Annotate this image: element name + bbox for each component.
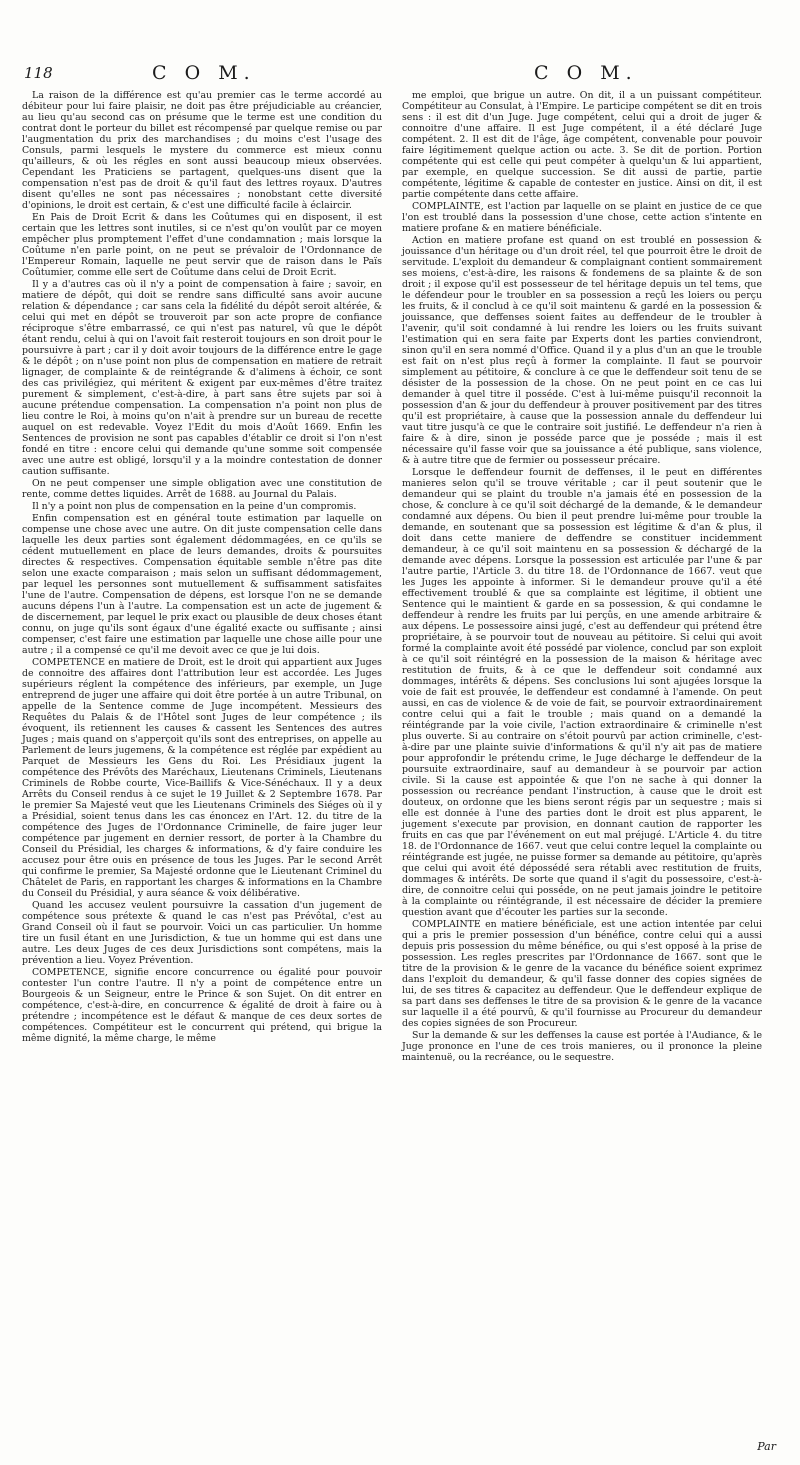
running-header (20, 58, 780, 88)
paragraph: Action en matiere profane est quand on est troublé en possession & jouissance d'un héritage ou d'un droit réel, tel que pourroit être le droit de servitude. L'exploit du demandeur & complaignant contient sommairement ses moiens, c'est-à-dire, les raisons & fondemens de sa plainte & de son droit ; il expose qu'il est possesseur de tel héritage depuis un tel tems, que le défendeur pour le troubler en sa possession a reçû les loiers ou perçu les fruits, & il conclud à ce qu'il soit maintenu & gardé en la possession & jouissance, que deffenses soient faites au deffendeur de le troubler à l'avenir, qu'il soit condamné à lui rendre les loiers ou les fruits suivant l'estimation qui en sera faite par Experts dont les parties conviendront, sinon qu'il en sera nommé d'Office. Quand il y a plus d'un an que le trouble est fait on n'est plus reçû à former la complainte. Il faut se pourvoir simplement au pétitoire, & conclure à ce que le deffendeur soit tenu de se désister de la possession de la chose. On ne peut point en ce cas lui demander à quel titre il posséde. C'est à lui-même puisqu'il reconnoit la possession d'an & jour du deffendeur à prouver positivement par des titres qu'il est propriétaire, à cause que la possession annale du deffendeur lui vaut titre jusqu'à ce que le contraire soit justifié. Le deffendeur n'a rien à faire & à dire, sinon je posséde parce que je posséde ; mais il est nécessaire qu'il fasse voir que sa jouissance a été publique, sans violence, & à autre titre que de fermier ou possesseur précaire. (402, 235, 762, 466)
paragraph: COMPLAINTE en matiere bénéficiale, est une action intentée par celui qui a pris le premier possession d'un bénéfice, contre celui qui a aussi depuis pris possession du même bénéfice, ou qui s'est opposé à la prise de possession. Les regles prescrites par l'Ordonnance de 1667. sont que le titre de la provision & le genre de la vacance du bénéfice soient exprimez dans l'exploit du demandeur, & qu'il fasse donner des copies signées de lui, de ses titres & capacitez au deffendeur. Que le deffendeur explique de sa part dans ses deffenses le titre de sa provision & le genre de la vacance sur laquelle il a été pourvû, & qu'il fournisse au Procureur du demandeur des copies signées de son Procureur. (402, 919, 762, 1029)
paragraph: Il n'y a point non plus de compensation en la peine d'un compromis. (32, 501, 357, 512)
page-number: 118 (24, 64, 53, 82)
running-title-left: C O M. (152, 62, 256, 84)
catchword: Par (757, 1440, 776, 1453)
paragraph: On ne peut compenser une simple obligation avec une constitution de rente, comme dettes liquides. Arrêt de 1688. au Journal du Palais. (22, 478, 382, 500)
paragraph: La raison de la différence est qu'au premier cas le terme accordé au débiteur pour lui faire plaisir, ne doit pas être préjudiciable au créancier, au lieu qu'au second cas on présume que le terme est une condition du contrat dont le porteur du billet est récompensé par quelque remise ou par l'augmentation du prix des marchandises ; du moins c'est l'usage des Consuls, parmi lesquels le mystere du commerce est mieux connu qu'ailleurs, & où les régles en sont aussi beaucoup mieux observées. Cependant les Praticiens se partagent, quelques-uns disent que la compensation n'est pas de droit & qu'il faut des lettres royaux. D'autres disent qu'elles ne sont pas nécessaires ; nonobstant cette diversité d'opinions, le droit est certain, & c'est une difficulté facile à éclaircir. (22, 90, 382, 211)
running-title-right: C O M. (534, 62, 638, 84)
paragraph: Enfin compensation est en général toute estimation par laquelle on compense une chose avec une autre. On dit juste compensation celle dans laquelle les deux parties sont également dédommagées, en ce qu'ils se cédent mutuellement en place de leurs demandes, droits & poursuites directes & respectives. Compensation équitable semble n'être pas dite selon une exacte comparaison ; mais selon un suffisant dédommagement, par lequel les personnes sont mutuellement & suffisamment satisfaites l'une de l'autre. Compensation de dépens, est lorsque l'on ne se demande aucuns dépens l'un à l'autre. La compensation est un acte de jugement & de discernement, par lequel le prix exact ou plausible de deux choses étant connu, on juge qu'ils sont égaux d'une égalité exacte ou suffisante ; ainsi compenser, c'est faire une estimation par laquelle une chose aille pour une autre ; il a compensé ce qu'il me devoit avec ce que je lui dois. (22, 513, 382, 656)
paragraph: Quand les accusez veulent poursuivre la cassation d'un jugement de compétence sous prétexte & quand le cas n'est pas Prévôtal, c'est au Grand Conseil où il faut se pourvoir. Voici un cas particulier. Un homme tire un fusil étant en une Jurisdiction, & tue un homme qui est dans une autre. Les deux Juges de ces deux Jurisdictions sont compétens, mais la prévention a lieu. Voyez Prévention. (22, 900, 382, 966)
paragraph: COMPETENCE, signifie encore concurrence ou égalité pour pouvoir contester l'un contre l'autre. Il n'y a point de compétence entre un Bourgeois & un Seigneur, entre le Prince & son Sujet. On dit entrer en compétence, c'est-à-dire, en concurrence & égalité de droit à faire ou à prétendre ; incompétence est le défaut & manque de ces deux sortes de compétences. Compétiteur est le concurrent qui prétend, qui brigue la même dignité, la même charge, le même (22, 967, 382, 1044)
right-column (402, 90, 762, 1064)
paragraph: Il y a d'autres cas où il n'y a point de compensation à faire ; savoir, en matiere de dépôt, qui doit se rendre sans difficulté sans avoir aucune relation & dépendance ; car sans cela la fidélité du dépôt seroit altérée, & celui qui met en dépôt se trouveroit par son acte propre de confiance réciproque s'être embarrassé, ce qui n'est pas naturel, vû que le dépôt étant rendu, celui à qui on l'avoit fait resteroit toujours en son droit pour le poursuivre à part ; car il y doit avoir toujours de la différence entre le gage & le dépôt ; on n'use point non plus de compensation en matiere de retrait lignager, de complainte & de reintégrande & d'alimens à échoir, ce sont des cas privilégiez, qui méritent & exigent par eux-mêmes d'être traitez purement & simplement, c'est-à-dire, à part sans être sujets par soi à aucune prétendue compensation. La compensation n'a point non plus de lieu contre le Roi, à moins qu'on n'ait à prendre sur un bureau de recette auquel on est redevable. Voyez l'Edit du mois d'Août 1669. Enfin les Sentences de provision ne sont pas capables d'établir ce droit si l'on n'est fondé en titre : encore celui qui demande qu'une somme soit compensée avec une autre est obligé, lorsqu'il y a la moindre contestation de donner caution suffisante. (22, 279, 382, 477)
paragraph: Lorsque le deffendeur fournit de deffenses, il le peut en différentes manieres selon qu'il se trouve véritable ; car il peut soutenir que le demandeur qui se plaint du trouble n'a jamais été en possession de la chose, & conclure à ce qu'il soit déchargé de la demande, & le demandeur condamné aux dépens. Ou bien il peut prendre lui-même pour trouble la demande, en soutenant que sa possession est légitime & d'an & plus, il doit dans cette maniere de deffendre se constituer incidemment demandeur, à ce qu'il soit maintenu en sa possession & déchargé de la demande avec dépens. Lorsque la possession est articulée par l'une & par l'autre partie, l'Article 3. du titre 18. de l'Ordonnance de 1667. veut que les Juges les appointe à informer. Si le demandeur prouve qu'il a été effectivement troublé & que sa complainte est légitime, il obtient une Sentence qui le maintient & garde en sa possession, & qui condamne le deffendeur à rendre les fruits par lui perçûs, en une amende arbitraire & aux dépens. Le possessoire ainsi jugé, c'est au deffendeur qui prétend être propriétaire, à se pourvoir tout de nouveau au pétitoire. Si celui qui avoit formé la complainte avoit été possédé par violence, conclud par son exploit à ce qu'il soit réintégré en la possession de la maison & héritage avec restitution de fruits, & à ce que le deffendeur soit condamné aux dommages, intérêts & dépens. Ses conclusions lui sont ajugées lorsque la voie de fait est prouvée, le deffendeur est condamné à l'amende. On peut aussi, en cas de violence & de voie de fait, se pourvoir extraordinairement contre celui qui a fait le trouble ; mais quand on a demandé la réintégrande par la voie civile, l'action extraordinaire & criminelle n'est plus ouverte. Si au contraire on s'étoit pourvû par action criminelle, c'est-à-dire par une plainte suivie d'informations & qu'il n'y ait pas de matiere pour approfondir le prétendu crime, le Juge décharge le deffendeur de la poursuite extraordinaire, sauf au demandeur à se pourvoir par action civile. Si la cause est appointée & que l'on ne sache à qui donner la possession ou recréance pendant l'instruction, à cause que le droit est douteux, on ordonne que les biens seront régis par un sequestre ; mais si elle est donnée à l'une des parties dont le droit est plus apparent, le jugement s'execute par provision, en donnant caution de rapporter les fruits en cas que par l'événement on eut mal préjugé. L'Article 4. du titre 18. de l'Ordonnance de 1667. veut que celui contre lequel la complainte ou réintégrande est jugée, ne puisse former sa demande au pétitoire, qu'après que celui qui avoit été dépossédé sera rétabli avec restitution de fruits, dommages & intérêts. De sorte que quand il s'agit du possessoire, c'est-à-dire, de connoitre celui qui posséde, on ne peut jamais joindre le petitoire à la complainte ou réintégrande, il est nécessaire de décider la premiere question avant que d'écouter les parties sur la seconde. (402, 467, 762, 918)
paragraph: COMPLAINTE, est l'action par laquelle on se plaint en justice de ce que l'on est troublé dans la possession d'une chose, cette action s'intente en matiere profane & en matiere bénéficiale. (402, 201, 762, 234)
paragraph: Sur la demande & sur les deffenses la cause est portée à l'Audiance, & le Juge prononce en l'une de ces trois manieres, ou il prononce la pleine maintenuë, ou la recréance, ou le sequestre. (402, 1030, 762, 1063)
left-column (22, 90, 382, 1045)
paragraph: me emploi, que brigue un autre. On dit, il a un puissant compétiteur. Compétiteur au Consulat, à l'Empire. Le participe compétent se dit en trois sens : il est dit d'un Juge. Juge compétent, celui qui a droit de juger & connoitre d'une affaire. Il est Juge compétent, il a été déclaré Juge compétent. 2. Il est dit de l'âge, âge compétent, convenable pour pouvoir faire légitimement quelque action ou acte. 3. Se dit de portion. Portion compétente qui est celle qui peut compéter à quelqu'un & lui appartient, par exemple, en quelque succession. Se dit aussi de partie, partie compétente, légitime & capable de contester en justice. Ainsi on dit, il est partie compétente dans cette affaire. (402, 90, 762, 200)
paragraph: En Pais de Droit Ecrit & dans les Coûtumes qui en disposent, il est certain que les lettres sont inutiles, si ce n'est qu'on voulût par ce moyen empêcher plus promptement l'effet d'une condamnation ; mais lorsque la Coûtume n'en parle point, on ne peut se prévaloir de l'Ordonnance de l'Empereur Romain, laquelle ne peut servir que de raison dans le Païs Coûtumier, comme elle sert de Coûtume dans celui de Droit Ecrit. (22, 212, 382, 278)
paragraph: COMPETENCE en matiere de Droit, est le droit qui appartient aux Juges de connoitre des affaires dont l'attribution leur est accordée. Les Juges supérieurs réglent la compétence des inférieurs, par exemple, un Juge entreprend de juger une affaire qui doit être portée à un autre Tribunal, on appelle de la Sentence comme de Juge incompétent. Messieurs des Requêtes du Palais & de l'Hôtel sont Juges de leur compétence ; ils évoquent, ils retiennent les causes & cassent les Sentences des autres Juges ; mais quand on s'apperçoit qu'ils sont des entreprises, on appelle au Parlement de leurs jugemens, & la compétence est réglée par expédient au Parquet de Messieurs les Gens du Roi. Les Présidiaux jugent la compétence des Prévôts des Maréchaux, Lieutenans Criminels, Lieutenans Criminels de Robbe courte, Vice-Baillifs & Vice-Sénéchaux. Il y a deux Arrêts du Conseil rendus à ce sujet le 19 Juillet & 2 Septembre 1678. Par le premier Sa Majesté veut que les Lieutenans Criminels des Siéges où il y a Présidial, soient tenus dans les cas énoncez en l'Art. 12. du titre de la compétence des Juges de l'Ordonnance Criminelle, de faire juger leur compétence par jugement en dernier ressort, de porter à la Chambre du Conseil du Présidial, les charges & informations, & d'y faire conduire les accusez pour être ouis en présence de tous les Juges. Par le second Arrêt qui confirme le premier, Sa Majesté ordonne que le Lieutenant Criminel du Châtelet de Paris, en rapportant les charges & informations en la Chambre du Conseil du Présidial, y aura séance & voix délibérative. (22, 657, 382, 899)
